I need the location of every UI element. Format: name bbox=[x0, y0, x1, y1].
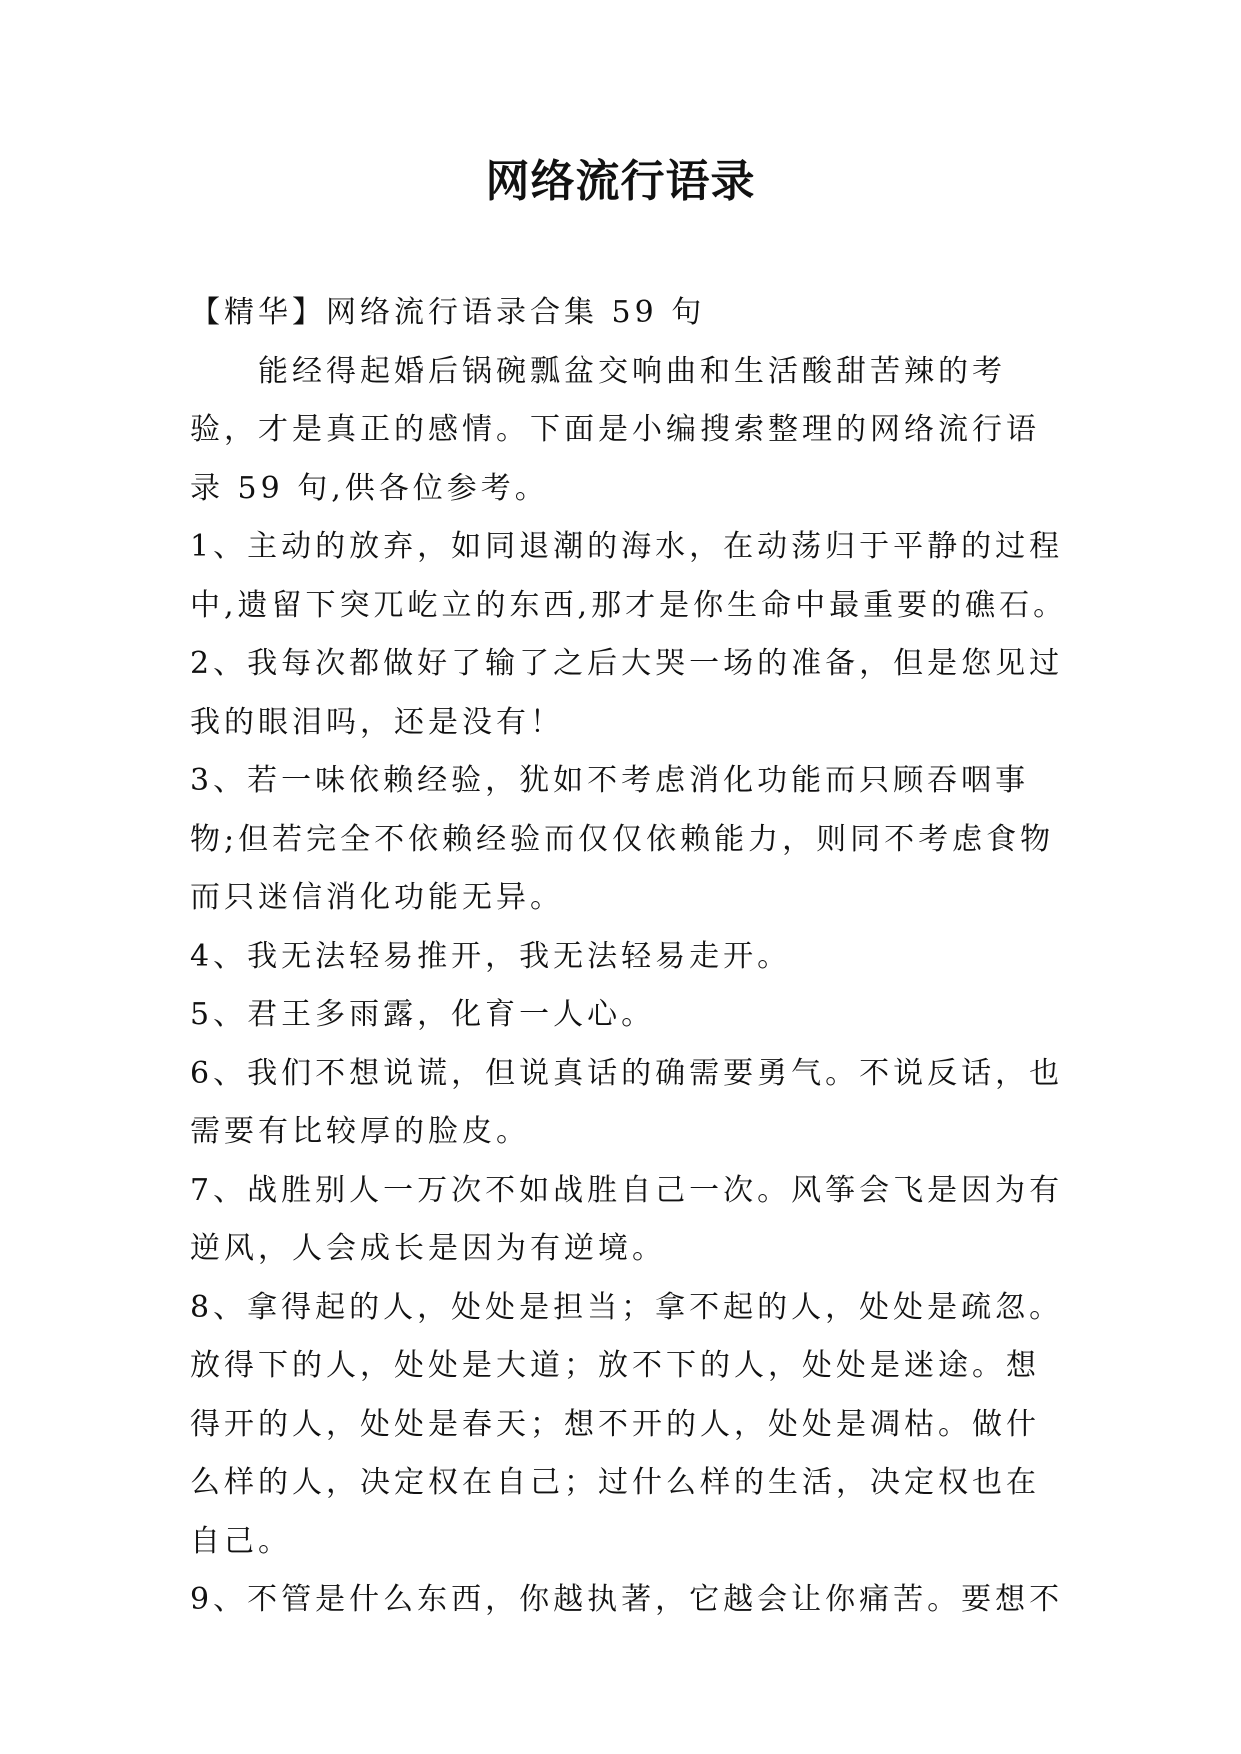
list-item: 2、我每次都做好了输了之后大哭一场的准备，但是您见过我的眼泪吗，还是没有！ bbox=[190, 646, 1064, 740]
subtitle: 【精华】网络流行语录合集 59 句 bbox=[190, 295, 706, 330]
page-title: 网络流行语录 bbox=[485, 156, 756, 207]
list-item: 6、我们不想说谎，但说真话的确需要勇气。不说反话，也需要有比较厚的脸皮。 bbox=[190, 1055, 1064, 1149]
intro-paragraph: 能经得起婚后锅碗瓢盆交响曲和生活酸甜苦辣的考验，才是真正的感情。下面是小编搜索整理的网络流行语录 59 句,供各位参考。 bbox=[190, 353, 1040, 506]
list-item: 1、主动的放弃，如同退潮的海水，在动荡归于平静的过程中,遗留下突兀屹立的东西,那才是你生命中最重要的礁石。 bbox=[190, 529, 1068, 623]
list-item: 7、战胜别人一万次不如战胜自己一次。风筝会飞是因为有逆风，人会成长是因为有逆境。 bbox=[190, 1172, 1064, 1266]
list-item: 3、若一味依赖经验，犹如不考虑消化功能而只顾吞咽事物;但若完全不依赖经验而仅仅依赖能力，则同不考虑食物而只迷信消化功能无异。 bbox=[190, 763, 1055, 915]
list-item: 8、拿得起的人，处处是担当；拿不起的人，处处是疏忽。放得下的人，处处是大道；放不下的人，处处是迷途。想得开的人，处处是春天；想不开的人，处处是凋枯。做什么样的人，决定权在自己；过什么样的生活，决定权也在自己。 bbox=[190, 1289, 1064, 1559]
document-body bbox=[190, 284, 1070, 1630]
list-item: 4、我无法轻易推开，我无法轻易走开。 bbox=[190, 938, 792, 974]
list-item: 5、君王多雨露，化育一人心。 bbox=[190, 997, 656, 1032]
list-item: 9、不管是什么东西，你越执著，它越会让你痛苦。要想不 bbox=[190, 1582, 1064, 1617]
